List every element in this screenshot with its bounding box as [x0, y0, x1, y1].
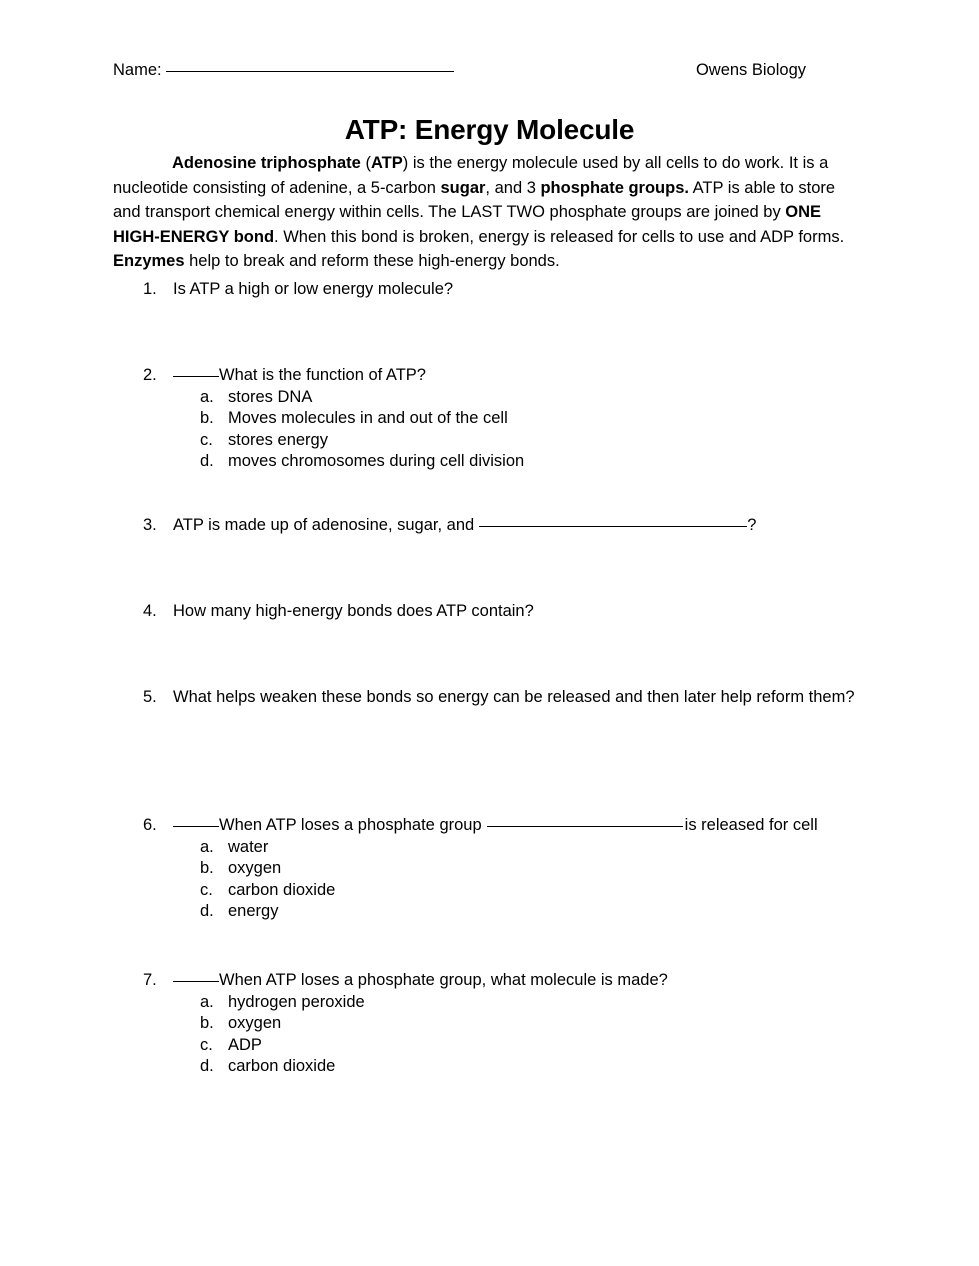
- option-letter: a.: [200, 992, 214, 1011]
- question-text: ATP is made up of adenosine, sugar, and: [173, 516, 475, 534]
- option-label: ADP: [228, 1035, 262, 1054]
- question-text: How many high-energy bonds does ATP contain?: [173, 602, 534, 620]
- question-number: 6.: [143, 816, 157, 834]
- question-item: [143, 365, 903, 473]
- option-item[interactable]: [200, 387, 903, 409]
- question-item: [143, 970, 903, 1078]
- course-label: Owens Biology: [695, 61, 806, 79]
- option-label: carbon dioxide: [228, 1057, 336, 1075]
- option-item[interactable]: [200, 1035, 903, 1057]
- intro-text-run: . When this bond is broken, energy is released for cells to use and ADP forms.: [274, 227, 845, 246]
- question-item: [143, 515, 903, 537]
- option-label: energy: [228, 902, 279, 920]
- question-item: [143, 279, 903, 301]
- option-letter: b.: [200, 409, 214, 427]
- answer-blank[interactable]: [173, 376, 219, 377]
- option-letter: a.: [200, 387, 214, 406]
- option-list: [143, 837, 903, 923]
- question-text-tail: is released for cell: [684, 816, 818, 834]
- intro-text-run: ) is the energy molecule used by all cells to do work. It is a nucleotide consisting of adenine, a 5-carbon: [113, 154, 829, 197]
- question-line: [143, 365, 903, 387]
- option-item[interactable]: [200, 430, 903, 452]
- intro-text-run: (: [360, 154, 371, 172]
- intro-text-run: ATP is able to store and transport chemical energy within cells. The LAST TWO phosphate groups are joined by: [113, 178, 836, 222]
- question-line: [143, 970, 903, 992]
- option-item[interactable]: [200, 408, 903, 430]
- intro-bold-run: sugar: [440, 178, 486, 197]
- question-text: What helps weaken these bonds so energy can be released and then later help reform them?: [173, 688, 855, 706]
- option-label: stores energy: [228, 430, 328, 449]
- name-label: Name:: [113, 61, 162, 79]
- option-item[interactable]: [200, 1056, 903, 1078]
- option-label: Moves molecules in and out of the cell: [228, 409, 508, 427]
- option-item[interactable]: [200, 858, 903, 880]
- option-letter: d.: [200, 452, 214, 470]
- question-number: 1.: [143, 280, 157, 298]
- answer-blank[interactable]: [173, 981, 219, 982]
- inline-answer-blank[interactable]: [479, 526, 747, 527]
- question-item: [143, 687, 903, 709]
- option-letter: c.: [200, 880, 213, 899]
- intro-bold-run: Enzymes: [113, 252, 185, 271]
- option-letter: d.: [200, 1057, 214, 1075]
- option-label: oxygen: [228, 1014, 282, 1032]
- option-item[interactable]: [200, 1013, 903, 1035]
- option-label: oxygen: [228, 859, 282, 877]
- option-label: hydrogen peroxide: [228, 992, 365, 1011]
- intro-paragraph: [113, 151, 861, 274]
- option-label: carbon dioxide: [228, 880, 336, 899]
- question-line: [143, 815, 903, 837]
- question-text: Is ATP a high or low energy molecule?: [173, 280, 454, 298]
- question-item: [143, 815, 903, 923]
- intro-bold-run: ATP: [370, 154, 403, 172]
- option-letter: d.: [200, 902, 214, 920]
- question-number: 2.: [143, 366, 157, 384]
- option-item[interactable]: [200, 451, 903, 473]
- option-item[interactable]: [200, 901, 903, 923]
- option-letter: b.: [200, 1014, 214, 1032]
- question-number: 5.: [143, 688, 157, 706]
- option-letter: a.: [200, 837, 214, 856]
- option-list: [143, 387, 903, 473]
- option-item[interactable]: [200, 992, 903, 1014]
- page-header: [113, 58, 866, 82]
- option-label: water: [228, 837, 269, 856]
- name-field: [113, 58, 454, 82]
- answer-blank[interactable]: [173, 826, 219, 827]
- question-item: [143, 601, 903, 623]
- option-letter: b.: [200, 859, 214, 877]
- option-letter: c.: [200, 1035, 213, 1054]
- question-line: [143, 601, 903, 623]
- question-line: [143, 279, 903, 301]
- option-label: stores DNA: [228, 387, 313, 406]
- question-line: [143, 687, 903, 709]
- question-text: What is the function of ATP?: [219, 366, 426, 384]
- question-number: 3.: [143, 516, 157, 534]
- page-title: ATP: Energy Molecule: [344, 114, 635, 145]
- option-label: moves chromosomes during cell division: [228, 452, 525, 470]
- option-item[interactable]: [200, 880, 903, 902]
- intro-text-run: help to break and reform these high-energy bonds.: [184, 252, 560, 271]
- question-number: 4.: [143, 602, 157, 620]
- question-text: When ATP loses a phosphate group: [219, 816, 482, 834]
- question-number: 7.: [143, 971, 157, 989]
- option-list: [143, 992, 903, 1078]
- intro-bold-run: phosphate groups.: [540, 178, 689, 197]
- question-text: When ATP loses a phosphate group, what molecule is made?: [219, 971, 668, 989]
- intro-text-run: , and 3: [485, 178, 541, 197]
- question-line: [143, 515, 903, 537]
- intro-bold-run: ONE HIGH-ENERGY bond: [113, 203, 822, 246]
- question-text-tail: ?: [747, 516, 757, 534]
- inline-answer-blank[interactable]: [487, 826, 683, 827]
- option-item[interactable]: [200, 837, 903, 859]
- name-blank-line[interactable]: [166, 71, 454, 72]
- option-letter: c.: [200, 430, 213, 449]
- intro-bold-run: Adenosine triphosphate: [172, 154, 361, 172]
